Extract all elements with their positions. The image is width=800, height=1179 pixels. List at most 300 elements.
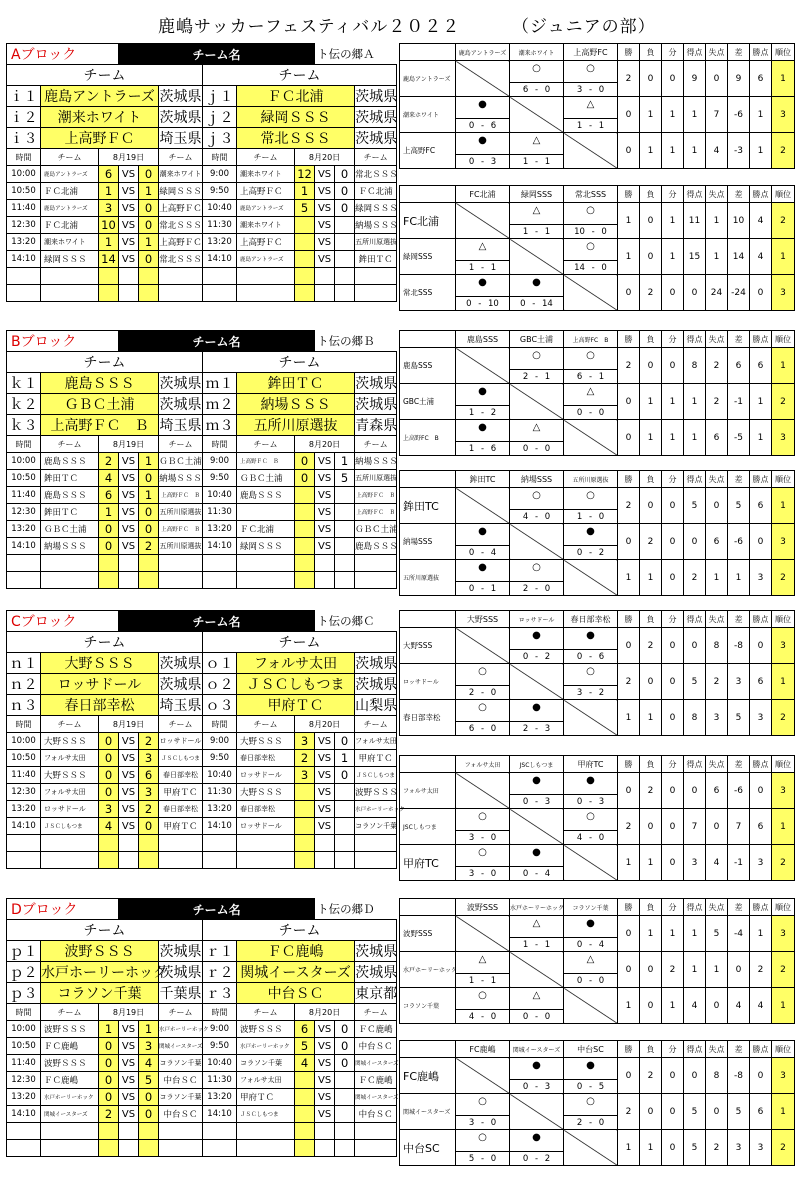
stat-header: 順位 bbox=[772, 1041, 795, 1058]
stat-value: 3 bbox=[772, 275, 795, 311]
result-score: 1 - 1 bbox=[468, 976, 497, 986]
home-score: 0 bbox=[295, 470, 315, 487]
result-cell bbox=[564, 524, 618, 560]
result-score: 0 - 3 bbox=[576, 797, 605, 807]
stat-value: 2 bbox=[706, 1130, 728, 1166]
vs-label bbox=[315, 555, 335, 572]
stat-header: 勝 bbox=[618, 471, 640, 488]
result-cell bbox=[564, 916, 618, 952]
vs-label bbox=[315, 572, 335, 589]
vs-label: VS bbox=[315, 453, 335, 470]
stat-value: 3 bbox=[750, 560, 772, 596]
stat-header: 失点 bbox=[706, 1041, 728, 1058]
standings-table bbox=[399, 898, 795, 1024]
team-code: ｊ３ bbox=[203, 128, 237, 149]
away-team bbox=[355, 1140, 397, 1157]
stat-value: 0 bbox=[662, 1130, 684, 1166]
result-mark: ○ bbox=[532, 490, 541, 501]
standings-row bbox=[400, 384, 795, 420]
block-table bbox=[6, 43, 397, 302]
team-name: 中台SC bbox=[400, 1130, 456, 1166]
team-col-header: チーム bbox=[237, 1004, 295, 1021]
stat-value: 0 bbox=[662, 809, 684, 845]
home-score bbox=[295, 234, 315, 251]
match-time: 14:10 bbox=[203, 1106, 237, 1123]
away-team: 関城イースターズ bbox=[355, 1055, 397, 1072]
away-team: コラソン千葉 bbox=[159, 1055, 203, 1072]
team-code: ｒ３ bbox=[203, 983, 237, 1004]
stat-header: 得点 bbox=[684, 331, 706, 348]
time-header: 時間 bbox=[7, 1004, 41, 1021]
stat-value: 1 bbox=[662, 133, 684, 169]
result-score: 3 - 2 bbox=[576, 688, 605, 698]
stat-header: 差 bbox=[728, 1041, 750, 1058]
result-score: 1 - 1 bbox=[468, 263, 497, 273]
stat-value: 1 bbox=[772, 809, 795, 845]
match-time bbox=[7, 555, 41, 572]
stat-value: 0 bbox=[706, 1094, 728, 1130]
standings-row bbox=[400, 628, 795, 664]
team-row bbox=[7, 962, 397, 983]
vs-label bbox=[315, 268, 335, 285]
stat-value: 1 bbox=[706, 203, 728, 239]
home-score: 4 bbox=[295, 1055, 315, 1072]
away-score: 0 bbox=[139, 504, 159, 521]
result-mark: △ bbox=[532, 135, 541, 146]
home-score bbox=[295, 852, 315, 869]
stat-header: 負 bbox=[640, 756, 662, 773]
standings-row bbox=[400, 845, 795, 881]
team-col-header: チーム bbox=[355, 149, 397, 166]
home-score: 0 bbox=[99, 750, 119, 767]
away-team bbox=[355, 835, 397, 852]
diagonal-cell bbox=[456, 773, 510, 809]
stat-value: 1 bbox=[640, 384, 662, 420]
away-score: 1 bbox=[139, 183, 159, 200]
match-row bbox=[7, 470, 397, 487]
away-score: 0 bbox=[139, 1089, 159, 1106]
result-cell bbox=[564, 203, 618, 239]
diagonal-cell bbox=[510, 809, 564, 845]
vs-label: VS bbox=[119, 234, 139, 251]
vs-label: VS bbox=[315, 1072, 335, 1089]
home-score: 0 bbox=[99, 1038, 119, 1055]
stat-value: 6 bbox=[750, 488, 772, 524]
home-score bbox=[295, 504, 315, 521]
match-row bbox=[7, 1038, 397, 1055]
away-team: コラソン千葉 bbox=[355, 818, 397, 835]
result-mark: ○ bbox=[532, 63, 541, 74]
diagonal-cell bbox=[456, 203, 510, 239]
stat-value: 0 bbox=[640, 952, 662, 988]
match-time bbox=[7, 1123, 41, 1140]
stat-value: 6 bbox=[750, 809, 772, 845]
result-mark: ● bbox=[532, 702, 541, 713]
result-mark: ○ bbox=[532, 562, 541, 573]
team-name: 甲府ＴＣ bbox=[237, 695, 355, 716]
team-name: 納場SSS bbox=[400, 524, 456, 560]
result-score: 0 - 0 bbox=[576, 408, 605, 418]
home-team: 波野ＳＳＳ bbox=[237, 1021, 295, 1038]
stat-value: 1 bbox=[750, 97, 772, 133]
away-score bbox=[335, 572, 355, 589]
away-score bbox=[139, 572, 159, 589]
home-team: 鉾田ＴＣ bbox=[41, 470, 99, 487]
team-prefecture: 青森県 bbox=[355, 415, 397, 436]
result-score: 6 - 1 bbox=[576, 372, 605, 382]
block-4 bbox=[6, 898, 399, 1157]
result-mark: △ bbox=[478, 954, 487, 965]
result-score: 0 - 0 bbox=[522, 444, 551, 454]
standings-table bbox=[399, 610, 795, 736]
away-score: 3 bbox=[139, 784, 159, 801]
vs-label: VS bbox=[315, 1106, 335, 1123]
match-row bbox=[7, 504, 397, 521]
stat-value: 0 bbox=[662, 664, 684, 700]
vs-label: VS bbox=[315, 801, 335, 818]
home-score bbox=[99, 1140, 119, 1157]
stat-header: 勝 bbox=[618, 756, 640, 773]
result-score: 1 - 1 bbox=[522, 940, 551, 950]
standings-row bbox=[400, 952, 795, 988]
diagonal-cell bbox=[510, 384, 564, 420]
home-score: 3 bbox=[295, 767, 315, 784]
result-cell bbox=[510, 488, 564, 524]
team-col-header: チーム bbox=[237, 716, 295, 733]
match-time: 9:00 bbox=[203, 733, 237, 750]
team-name: 常北SSS bbox=[400, 275, 456, 311]
stat-value: 8 bbox=[706, 1058, 728, 1094]
result-mark: ● bbox=[586, 775, 595, 786]
home-score: 6 bbox=[99, 487, 119, 504]
team-name: FC鹿嶋 bbox=[400, 1058, 456, 1094]
team-code: ｍ２ bbox=[203, 394, 237, 415]
away-score: 1 bbox=[139, 487, 159, 504]
team-name: 春日部幸松 bbox=[41, 695, 159, 716]
stat-value: 2 bbox=[640, 628, 662, 664]
result-score: 4 - 0 bbox=[468, 1012, 497, 1022]
day-header: 8月20日 bbox=[295, 149, 355, 166]
vs-label: VS bbox=[315, 733, 335, 750]
stat-value: 2 bbox=[706, 384, 728, 420]
team-header: チーム bbox=[7, 920, 203, 941]
team-prefecture: 茨城県 bbox=[355, 962, 397, 983]
match-row bbox=[7, 818, 397, 835]
stat-value: 0 bbox=[662, 845, 684, 881]
team-header: チーム bbox=[7, 65, 203, 86]
home-score bbox=[295, 1123, 315, 1140]
stat-value: 5 bbox=[684, 1130, 706, 1166]
opponent-header: 鹿島アントラーズ bbox=[456, 44, 510, 61]
match-time: 10:00 bbox=[7, 1021, 41, 1038]
away-score: 2 bbox=[139, 801, 159, 818]
team-name: 上高野ＦＣ bbox=[41, 128, 159, 149]
stat-header: 得点 bbox=[684, 611, 706, 628]
stat-value: 1 bbox=[684, 952, 706, 988]
home-team bbox=[237, 1140, 295, 1157]
home-team: 甲府ＴＣ bbox=[237, 1089, 295, 1106]
stat-value: 2 bbox=[706, 664, 728, 700]
stat-header: 分 bbox=[662, 611, 684, 628]
match-time: 11:30 bbox=[203, 504, 237, 521]
stat-value: 0 bbox=[618, 384, 640, 420]
match-row bbox=[7, 733, 397, 750]
away-team bbox=[355, 1123, 397, 1140]
opponent-header: 関城イースターズ bbox=[510, 1041, 564, 1058]
vs-label: VS bbox=[315, 1089, 335, 1106]
result-cell bbox=[456, 384, 510, 420]
home-team bbox=[41, 572, 99, 589]
vs-label: VS bbox=[119, 801, 139, 818]
vs-label bbox=[315, 835, 335, 852]
stat-value: 1 bbox=[618, 239, 640, 275]
stat-header: 得点 bbox=[684, 186, 706, 203]
away-team: 上高野ＦＣ bbox=[159, 234, 203, 251]
standings-row bbox=[400, 664, 795, 700]
corner-cell bbox=[400, 756, 456, 773]
standings-group-6 bbox=[399, 755, 794, 881]
day-header: 8月20日 bbox=[295, 1004, 355, 1021]
result-cell bbox=[564, 628, 618, 664]
team-prefecture: 茨城県 bbox=[355, 86, 397, 107]
match-time: 11:30 bbox=[203, 784, 237, 801]
team-name: コラソン千葉 bbox=[400, 988, 456, 1024]
home-team: 潮来ホワイト bbox=[237, 166, 295, 183]
stat-value: 1 bbox=[618, 203, 640, 239]
stat-value: 1 bbox=[640, 97, 662, 133]
home-score: 3 bbox=[99, 801, 119, 818]
match-row bbox=[7, 1055, 397, 1072]
diagonal-cell bbox=[456, 1058, 510, 1094]
diagonal-cell bbox=[510, 664, 564, 700]
match-time: 14:10 bbox=[7, 818, 41, 835]
stat-header: 分 bbox=[662, 471, 684, 488]
away-score bbox=[335, 538, 355, 555]
team-name: 関城イースターズ bbox=[400, 1094, 456, 1130]
team-name: 納場ＳＳＳ bbox=[237, 394, 355, 415]
home-score: 5 bbox=[295, 200, 315, 217]
stat-value: 1 bbox=[750, 916, 772, 952]
away-team: 中台ＳＣ bbox=[159, 1072, 203, 1089]
result-mark: △ bbox=[586, 954, 595, 965]
stat-value: 0 bbox=[618, 133, 640, 169]
match-time: 9:00 bbox=[203, 166, 237, 183]
stat-value: 1 bbox=[750, 384, 772, 420]
away-team: 五所川原選抜 bbox=[159, 504, 203, 521]
diagonal-cell bbox=[564, 1130, 618, 1166]
result-score: 1 - 1 bbox=[576, 121, 605, 131]
away-score bbox=[139, 835, 159, 852]
stat-header: 失点 bbox=[706, 899, 728, 916]
vs-label: VS bbox=[119, 1089, 139, 1106]
standings-table bbox=[399, 185, 795, 311]
standings-row bbox=[400, 809, 795, 845]
home-score: 0 bbox=[99, 1072, 119, 1089]
standings-row bbox=[400, 773, 795, 809]
home-score bbox=[295, 285, 315, 302]
away-score bbox=[139, 1123, 159, 1140]
away-team bbox=[159, 852, 203, 869]
team-name: 波野ＳＳＳ bbox=[41, 941, 159, 962]
away-score: 1 bbox=[335, 750, 355, 767]
stat-value: 1 bbox=[640, 700, 662, 736]
away-team bbox=[159, 1140, 203, 1157]
team-name: ＧＢＣ土浦 bbox=[41, 394, 159, 415]
result-cell bbox=[510, 916, 564, 952]
stat-value: 1 bbox=[706, 239, 728, 275]
home-team: 大野ＳＳＳ bbox=[41, 733, 99, 750]
home-score: 4 bbox=[99, 470, 119, 487]
vs-label bbox=[119, 572, 139, 589]
team-code: ｊ２ bbox=[203, 107, 237, 128]
home-team: 大野ＳＳＳ bbox=[237, 784, 295, 801]
result-score: 5 - 0 bbox=[468, 1154, 497, 1164]
team-code: ｏ１ bbox=[203, 653, 237, 674]
team-prefecture: 茨城県 bbox=[159, 394, 203, 415]
team-row bbox=[7, 674, 397, 695]
away-team bbox=[355, 268, 397, 285]
opponent-header: JSCしもつま bbox=[510, 756, 564, 773]
result-score: 0 - 10 bbox=[466, 299, 499, 309]
result-cell bbox=[456, 97, 510, 133]
team-name: 水戸ホーリーホック bbox=[41, 962, 159, 983]
match-time bbox=[203, 572, 237, 589]
stat-value: 3 bbox=[750, 845, 772, 881]
result-mark: ○ bbox=[586, 205, 595, 216]
standings-group-8 bbox=[399, 1040, 794, 1166]
away-score bbox=[335, 251, 355, 268]
home-team bbox=[41, 268, 99, 285]
home-team: 鉾田ＴＣ bbox=[41, 504, 99, 521]
away-team: 鹿島ＳＳＳ bbox=[355, 538, 397, 555]
standings-row bbox=[400, 348, 795, 384]
away-team: 春日部幸松 bbox=[159, 801, 203, 818]
stat-header: 勝 bbox=[618, 899, 640, 916]
standings-group-4 bbox=[399, 470, 794, 596]
team-name: 常北ＳＳＳ bbox=[237, 128, 355, 149]
stat-value: 0 bbox=[640, 239, 662, 275]
home-team bbox=[237, 555, 295, 572]
result-mark: △ bbox=[586, 386, 595, 397]
stat-header: 得点 bbox=[684, 471, 706, 488]
team-code: ｏ２ bbox=[203, 674, 237, 695]
home-score: 1 bbox=[99, 234, 119, 251]
stat-value: 0 bbox=[662, 1094, 684, 1130]
standings-row bbox=[400, 1058, 795, 1094]
opponent-header: 常北SSS bbox=[564, 186, 618, 203]
stat-value: 3 bbox=[684, 845, 706, 881]
standings-row bbox=[400, 988, 795, 1024]
stat-value: -3 bbox=[728, 133, 750, 169]
result-cell bbox=[510, 560, 564, 596]
diagonal-cell bbox=[456, 348, 510, 384]
vs-label: VS bbox=[119, 166, 139, 183]
home-team: 緑岡ＳＳＳ bbox=[41, 251, 99, 268]
away-team: 五所川原選抜 bbox=[355, 234, 397, 251]
home-score bbox=[295, 1140, 315, 1157]
vs-label: VS bbox=[119, 1055, 139, 1072]
away-team: 上高野ＦＣ Ｂ bbox=[159, 487, 203, 504]
block-table bbox=[6, 898, 397, 1157]
home-score: 0 bbox=[295, 453, 315, 470]
stat-value: 1 bbox=[684, 916, 706, 952]
match-row bbox=[7, 572, 397, 589]
stat-value: 4 bbox=[750, 203, 772, 239]
stat-value: 0 bbox=[662, 700, 684, 736]
away-score: 0 bbox=[335, 166, 355, 183]
result-cell bbox=[510, 203, 564, 239]
stat-value: 2 bbox=[618, 809, 640, 845]
result-mark: ○ bbox=[586, 241, 595, 252]
block-label: Bブロック bbox=[7, 331, 119, 352]
opponent-header: 甲府TC bbox=[564, 756, 618, 773]
stat-value: 1 bbox=[684, 384, 706, 420]
result-score: 0 - 14 bbox=[520, 299, 553, 309]
away-score: 0 bbox=[335, 733, 355, 750]
vs-label: VS bbox=[315, 234, 335, 251]
stat-value: 8 bbox=[684, 348, 706, 384]
home-score: 1 bbox=[295, 183, 315, 200]
result-score: 3 - 0 bbox=[576, 85, 605, 95]
stat-value: 0 bbox=[640, 664, 662, 700]
block-3 bbox=[6, 610, 405, 869]
result-score: 0 - 5 bbox=[576, 1082, 605, 1092]
vs-label: VS bbox=[119, 487, 139, 504]
team-name: 鉾田ＴＣ bbox=[237, 373, 355, 394]
stat-header: 差 bbox=[728, 899, 750, 916]
team-row bbox=[7, 107, 397, 128]
diagonal-cell bbox=[456, 628, 510, 664]
stat-value: 1 bbox=[772, 61, 795, 97]
home-team bbox=[41, 1140, 99, 1157]
away-team: ロッサドール bbox=[159, 733, 203, 750]
team-prefecture: 山梨県 bbox=[355, 695, 397, 716]
day-header: 8月20日 bbox=[295, 716, 355, 733]
result-mark: ● bbox=[586, 918, 595, 929]
team-code: ｐ１ bbox=[7, 941, 41, 962]
match-time: 9:50 bbox=[203, 1038, 237, 1055]
result-score: 1 - 1 bbox=[522, 227, 551, 237]
stat-header: 得点 bbox=[684, 44, 706, 61]
team-name: 大野SSS bbox=[400, 628, 456, 664]
team-code: ｍ１ bbox=[203, 373, 237, 394]
team-col-header: チーム bbox=[159, 149, 203, 166]
result-score: 3 - 0 bbox=[468, 833, 497, 843]
team-name-header: チーム名 bbox=[119, 331, 315, 352]
result-cell bbox=[564, 239, 618, 275]
standings-row bbox=[400, 239, 795, 275]
stat-header: 負 bbox=[640, 186, 662, 203]
home-team: 上高野ＦＣ Ｂ bbox=[237, 453, 295, 470]
team-name-header: チーム名 bbox=[119, 611, 315, 632]
opponent-header: 納場SSS bbox=[510, 471, 564, 488]
opponent-header: 中台SC bbox=[564, 1041, 618, 1058]
away-team: 中台ＳＣ bbox=[159, 1106, 203, 1123]
corner-cell bbox=[400, 186, 456, 203]
home-score: 0 bbox=[99, 538, 119, 555]
day-header: 8月19日 bbox=[99, 716, 159, 733]
home-team: ロッサドール bbox=[237, 767, 295, 784]
match-row bbox=[7, 750, 397, 767]
result-score: 0 - 3 bbox=[522, 1082, 551, 1092]
match-time: 14:10 bbox=[203, 538, 237, 555]
block-1 bbox=[6, 43, 396, 302]
home-team bbox=[237, 1123, 295, 1140]
time-header: 時間 bbox=[7, 716, 41, 733]
away-score bbox=[335, 217, 355, 234]
standings-row bbox=[400, 1130, 795, 1166]
away-score: 3 bbox=[139, 1038, 159, 1055]
